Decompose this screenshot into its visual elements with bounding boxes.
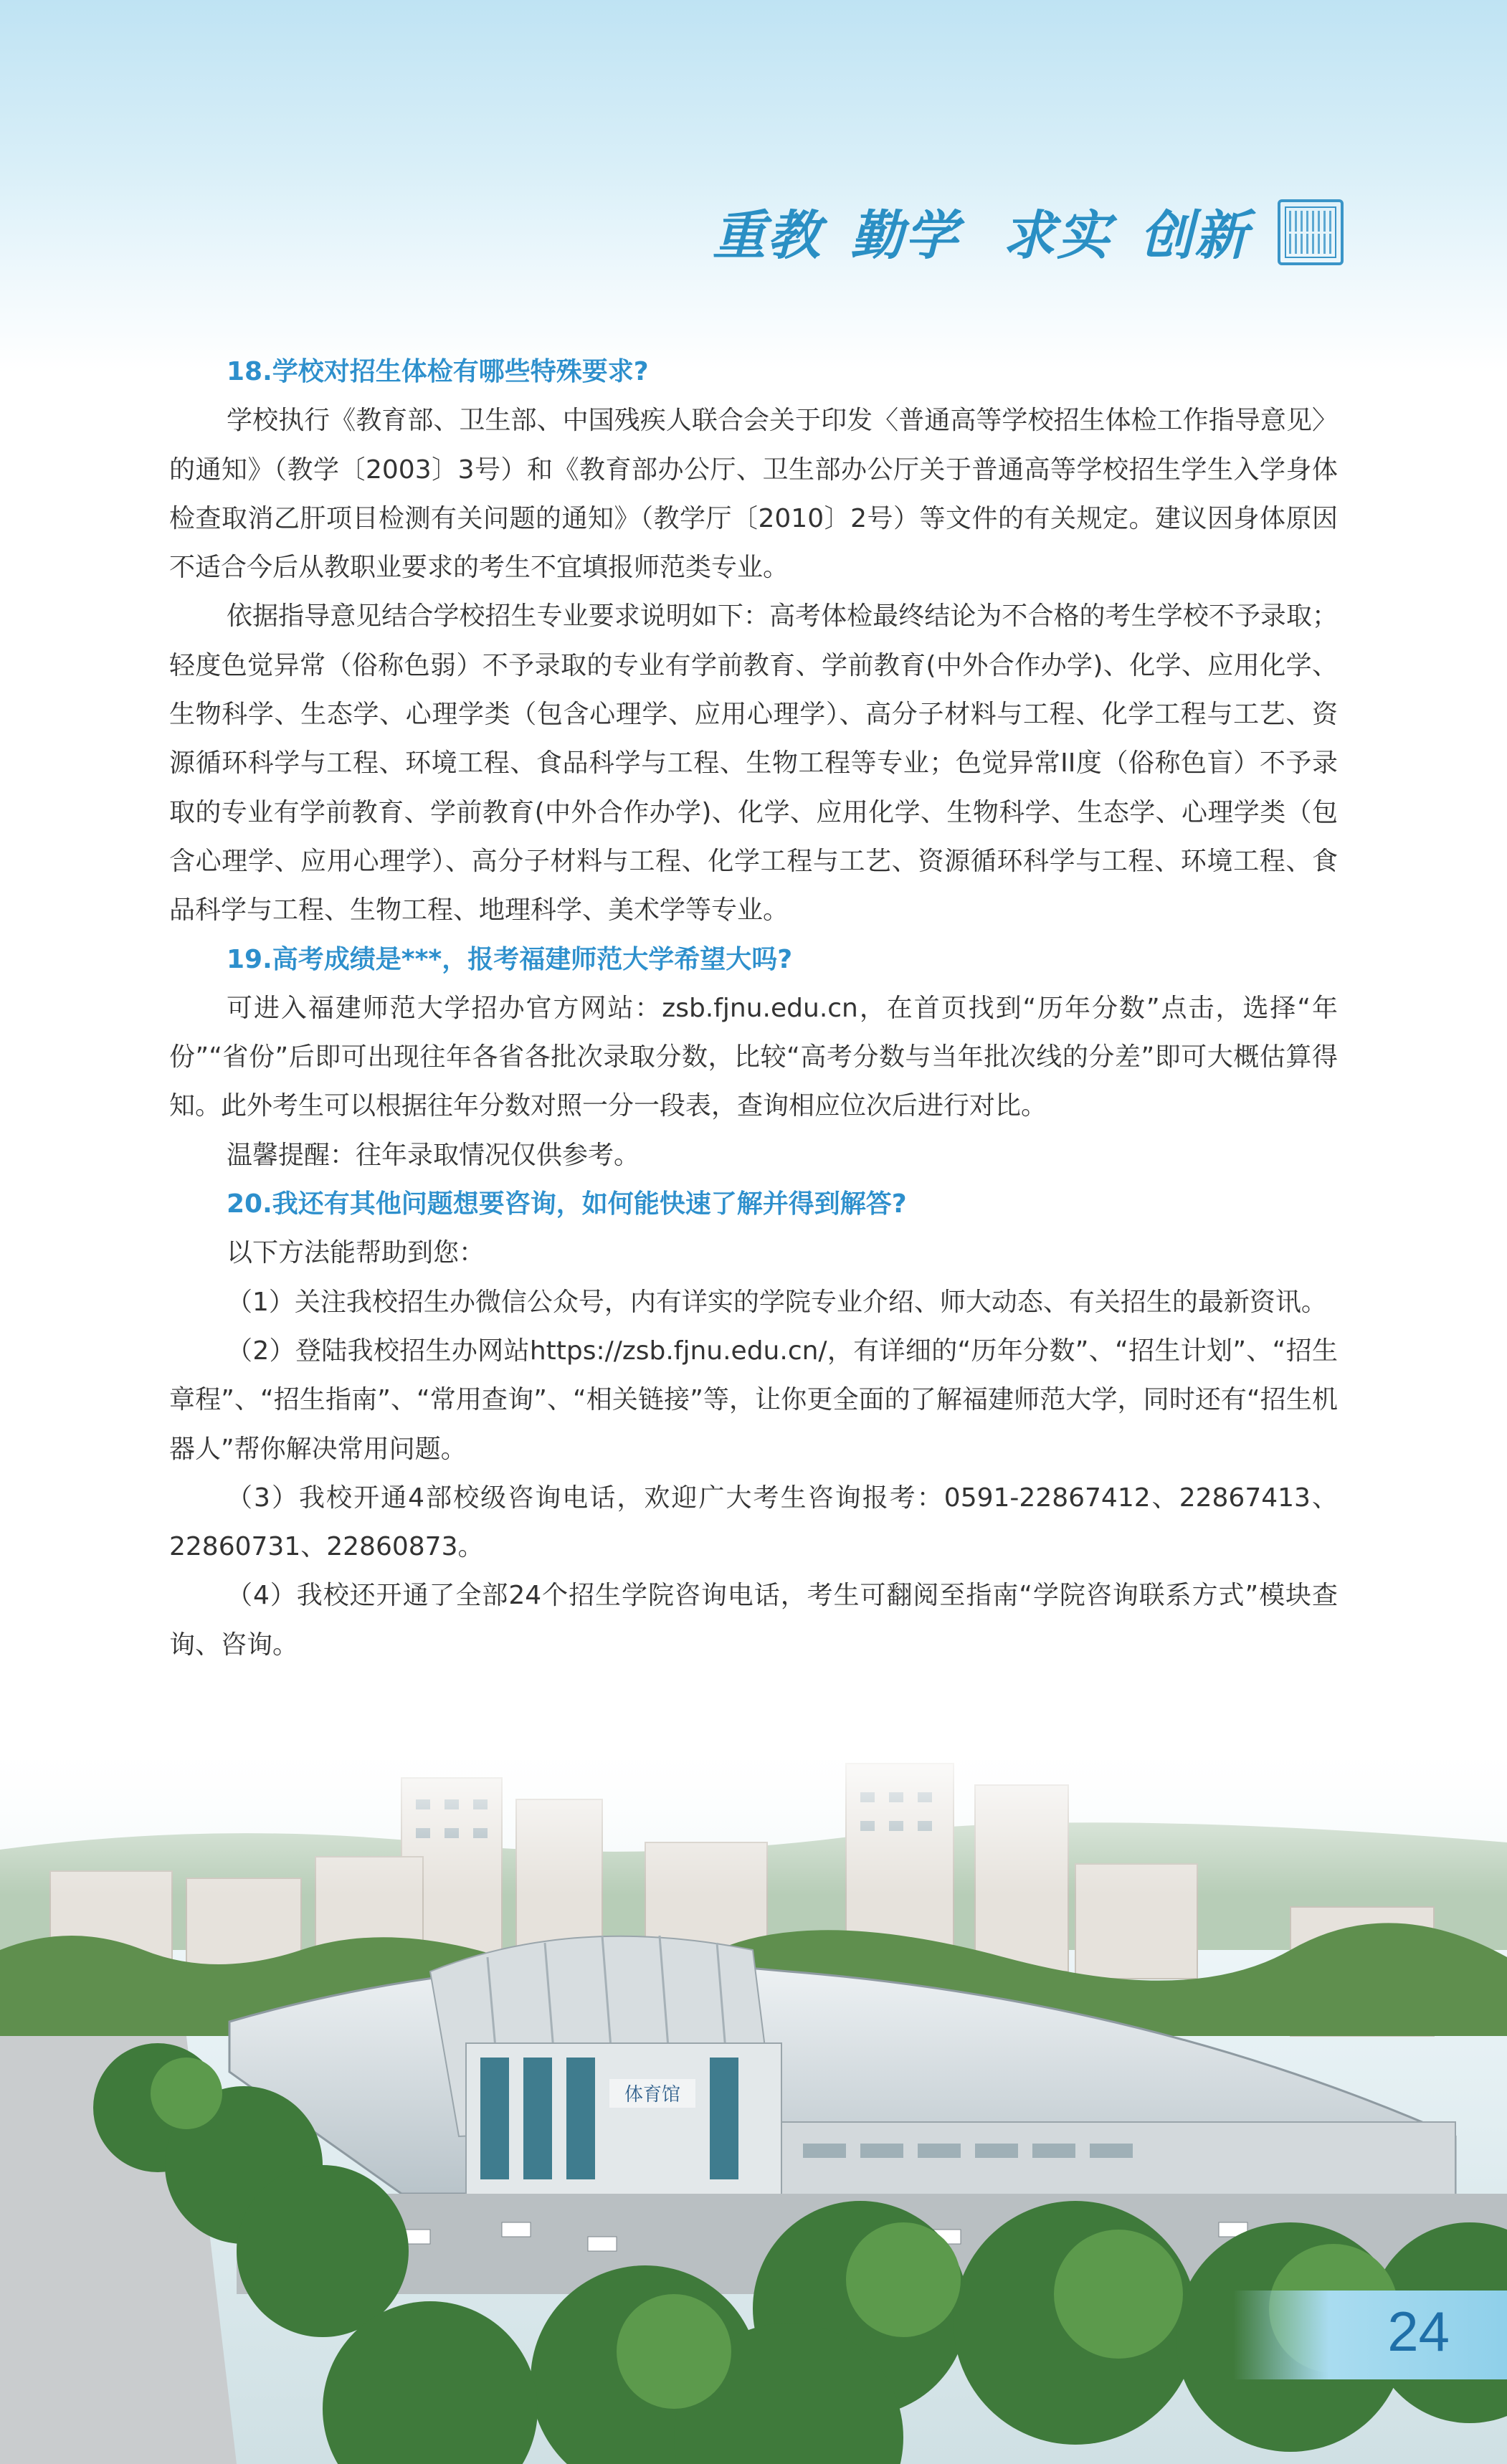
motto-word: 勤学 xyxy=(850,205,959,267)
answer-paragraph: 依据指导意见结合学校招生专业要求说明如下：高考体检最终结论为不合格的考生学校不予录取；轻度色觉异常（俗称色弱）不予录取的专业有学前教育、学前教育(中外合作办学)、化学、应用化学、生物科学、生态学、心理学类（包含心理学、应用心理学）、高分子材料与工程、化学工程与工艺、资源循环科学与工程、环境工程、食品科学与工程、生物工程等专业；色觉异常II度（俗称色盲）不予录取的专业有学前教育、学前教育(中外合作办学)、化学、应用化学、生物科学、生态学、心理学类（包含心理学、应用心理学）、高分子材料与工程、化学工程与工艺、资源循环科学与工程、环境工程、食品科学与工程、生物工程、地理科学、美术学等专业。 xyxy=(169,601,1338,926)
page-number: 24 xyxy=(1387,2300,1450,2363)
question-heading: 18.学校对招生体检有哪些特殊要求? xyxy=(227,357,649,386)
answer-item: （4）我校还开通了全部24个招生学院咨询电话，考生可翻阅至指南“学院咨询联系方式”模块查询、咨询。 xyxy=(169,1581,1338,1660)
question-heading: 20.我还有其他问题想要咨询，如何能快速了解并得到解答? xyxy=(227,1189,907,1219)
reminder-text: 温馨提醒：往年录取情况仅供参考。 xyxy=(227,1140,640,1170)
motto-word: 重教 xyxy=(713,205,822,267)
answer-paragraph: 学校执行《教育部、卫生部、中国残疾人联合会关于印发〈普通高等学校招生体检工作指导意见〉的通知》（教学〔2003〕3号）和《教育部办公厅、卫生部办公厅关于普通高等学校招生学生入学身体检查取消乙肝项目检测有关问题的通知》（教学厅〔2010〕2号）等文件的有关规定。建议因身体原因不适合今后从教职业要求的考生不宜填报师范类专业。 xyxy=(169,406,1338,583)
answer-paragraph: 以下方法能帮助到您： xyxy=(227,1238,485,1268)
motto-word: 求实 xyxy=(1002,205,1111,267)
answer-item: （1）关注我校招生办微信公众号，内有详实的学院专业介绍、师大动态、有关招生的最新资讯。 xyxy=(227,1287,1327,1317)
answer-paragraph: 可进入福建师范大学招办官方网站：zsb.fjnu.edu.cn，在首页找到“历年分数”点击，选择“年份”“省份”后即可出现往年各省各批次录取分数，比较“高考分数与当年批次线的分差”即可大概估算得知。此外考生可以根据往年分数对照一分一段表，查询相应位次后进行对比。 xyxy=(169,993,1338,1121)
answer-item: （2）登陆我校招生办网站https://zsb.fjnu.edu.cn/，有详细的“历年分数”、“招生计划”、“招生章程”、“招生指南”、“常用查询”、“相关链接”等，让你更全面的了解福建师范大学，同时还有“招生机器人”帮你解决常用问题。 xyxy=(169,1336,1338,1464)
page-number-tab xyxy=(1233,2291,1507,2379)
motto xyxy=(713,192,1249,271)
faq-content xyxy=(169,348,1338,1670)
motto-word: 创新 xyxy=(1140,205,1249,267)
school-seal-icon xyxy=(1278,199,1344,265)
header-band xyxy=(0,0,1507,373)
question-heading: 19.高考成绩是***，报考福建师范大学希望大吗? xyxy=(227,944,793,974)
answer-item: （3）我校开通4部校级咨询电话，欢迎广大考生咨询报考：0591-22867412、22867413、22860731、22860873。 xyxy=(169,1483,1338,1562)
